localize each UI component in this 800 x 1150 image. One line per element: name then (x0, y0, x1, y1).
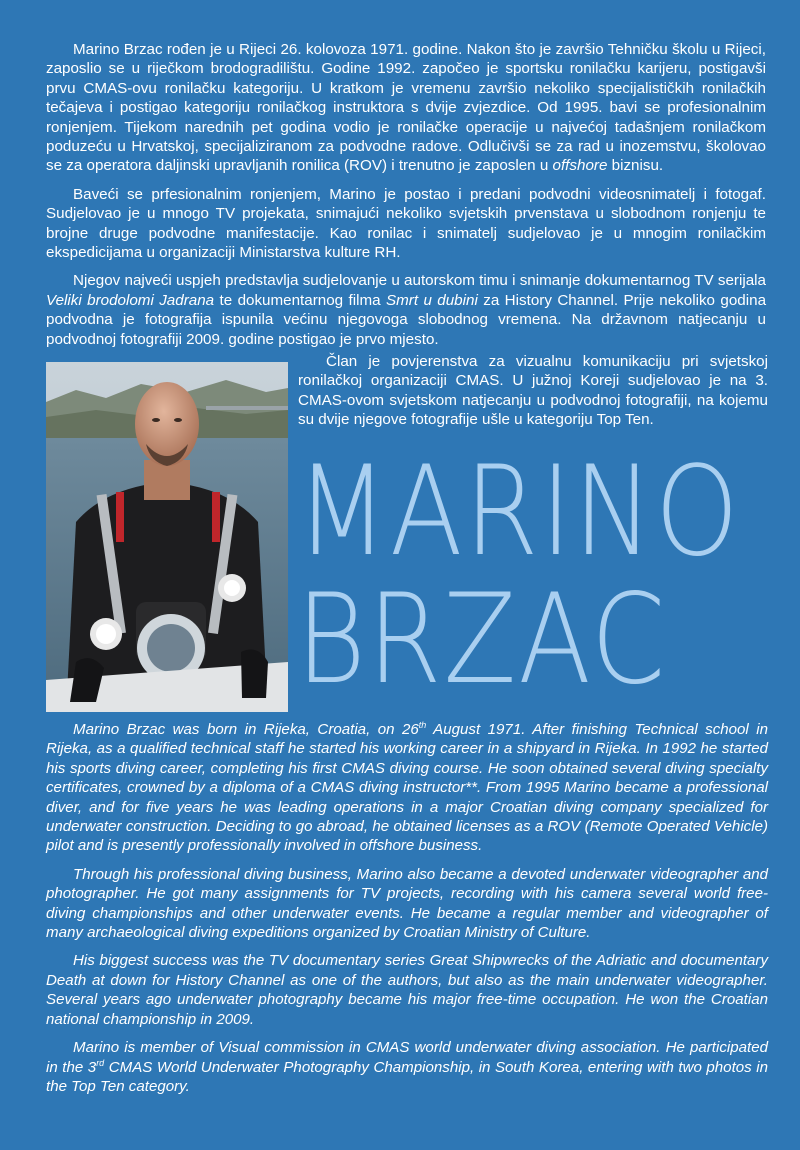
croatian-paragraph-3: Njegov najveći uspjeh predstavlja sudjelovanje u autorskom timu i snimanje dokumentarnog TV serijala Veliki brodolomi Jadrana te dokumentarnog filma Smrt u dubini za History Channel. Prije nekoliko godina podvodna je fotografija ispunila većinu njegovoga slobodnog vremena. Na državnom natjecanju u podvodnoj fotografiji 2009. godine postigao je prvo mjesto. (46, 272, 767, 348)
english-paragraph-3: His biggest success was the TV documentary series Great Shipwrecks of the Adriatic and documentary Death at down for History Channel as one of the authors, but also as the main underwater videographer. Several years ago underwater photography became his major free-time occupation. He won the Croatian national championship in 2009. (46, 952, 768, 1028)
name-title (296, 440, 741, 712)
diver-portrait-photo (46, 362, 288, 712)
croatian-biography (46, 40, 766, 358)
english-biography (46, 720, 768, 1105)
croatian-paragraph-4: Član je povjerenstva za vizualnu komunikaciju pri svjetskoj ronilačkoj organizaciji CMAS. U južnoj Koreji sudjelovao je na 3. CMAS-ovom svjetskom natjecanju u podvodnoj fotografiji, na kojemu su dvije njegove fotografije ušle u kategoriju Top Ten. (298, 353, 768, 429)
first-name: MARINO (296, 440, 741, 584)
english-paragraph-4: Marino is member of Visual commission in CMAS world underwater diving association. He participated in the 3rd CMAS World Underwater Photography Championship, in South Korea, entering with two photos in the Top Ten category. (46, 1039, 768, 1095)
croatian-paragraph-1: Marino Brzac rođen je u Rijeci 26. kolovoza 1971. godine. Nakon što je završio Tehničku školu u Rijeci, zaposlio se u riječkom brodogradilištu. Godine 1992. započeo je sportsku ronilačku karijeru, postigavši prvu CMAS-ovu ronilačku kategoriju. U kratkom je vremenu završio nekoliko specijalističkih ronilačkih tečajeva i postigao kategoriju ronilačkog instruktora s dvije zvjezdice. Od 1995. bavi se profesionalnim ronjenjem. Tijekom narednih pet godina vodio je ronilačke operacije u najvećoj tadašnjem ronilačkom poduzeću u Hrvatskoj, specijaliziranom za podvodne radove. Odlučivši se za rad u inozemstvu, školovao se za operatora daljinski upravljanih ronilica (ROV) i trenutno je zaposlen u offshore biznisu. (46, 41, 766, 175)
english-paragraph-2: Through his professional diving business, Marino also became a devoted underwater videographer and photographer. He got many assignments for TV projects, recording with his camera several world free-diving championships and other underwater events. He became a regular member and videographer of many archaeological diving expeditions organized by Croatian Ministry of Culture. (46, 865, 768, 942)
croatian-paragraph-2: Baveći se prfesionalnim ronjenjem, Marino je postao i predani podvodni videosnimatelj i fotogaf. Sudjelovao je u mnogo TV projekata, snimajući nekoliko svjetskih prvenstava u slobodnom ronjenju te brojne druge podvodne manifestacije. Kao ronilac i snimatelj sudjelovao je u mnogim ronilačkim ekspedicijama u organizaciji Ministarstva kulture RH. (46, 185, 766, 262)
english-paragraph-1: Marino Brzac was born in Rijeka, Croatia, on 26th August 1971. After finishing Technical school in Rijeka, as a qualified technical staff he started his working career in a shipyard in Rijeka. In 1992 he started his sports diving career, completing his first CMAS diving course. He soon obtained several diving specialty certificates, crowned by a diploma of a CMAS diving instructor**. From 1995 Marino became a professional diver, and for five years he was leading operations in a major Croatian diving company specialized for underwater construction. Deciding to go abroad, he obtained licenses as a ROV (Remote Operated Vehicle) pilot and is presently professionally involved in offshore business. (46, 719, 768, 855)
last-name: BRZAC (296, 568, 668, 712)
